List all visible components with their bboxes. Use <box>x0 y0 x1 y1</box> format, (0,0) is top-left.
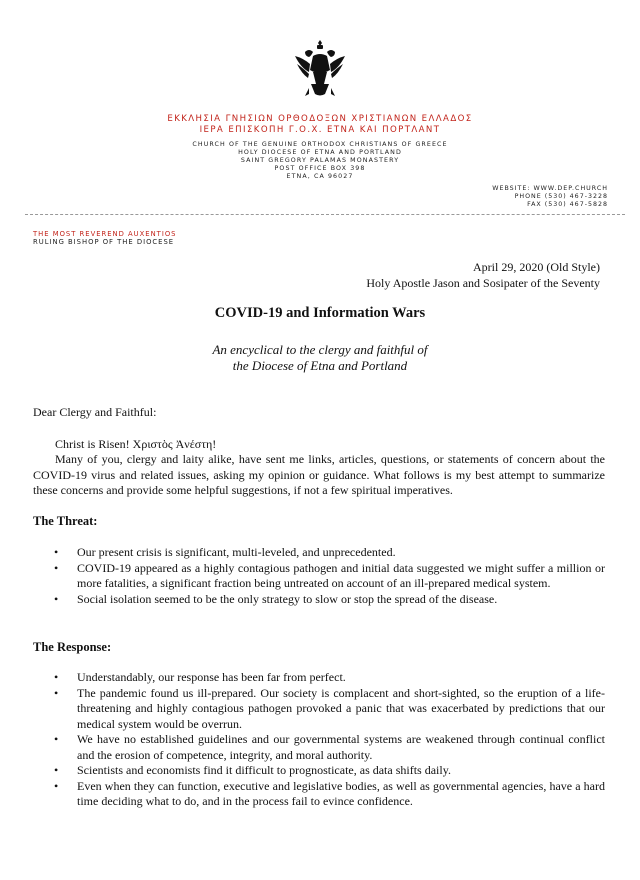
bullet-icon: • <box>54 545 59 559</box>
list-item: • The pandemic found us ill-prepared. Our society is complacent and short-sighted, so the eruption of a life-threatening and highly contagious pathogen provoked a panic that was exacerbated by predictions that our medical system would be overrun. <box>54 685 605 731</box>
paschal-greeting: Christ is Risen! Χριστὸς Ἀνέστη! <box>55 437 217 451</box>
letterhead-website: WEBSITE: WWW.DEP.CHURCH <box>492 185 608 192</box>
intro-paragraph: Many of you, clergy and laity alike, have sent me links, articles, questions, or statements of concern about the COVID-19 virus and related issues, asking my opinion or guidance. What follows is my best attempt to summarize these concerns and provide some helpful suggestions, if not a few spiritual imperatives. <box>33 452 605 497</box>
double-headed-eagle-crest-icon <box>293 38 347 100</box>
bullet-icon: • <box>54 732 59 746</box>
bullet-icon: • <box>54 685 59 700</box>
letterhead-address-line: CHURCH OF THE GENUINE ORTHODOX CHRISTIANS OF GREECE <box>192 141 448 148</box>
date-line: April 29, 2020 (Old Style) <box>473 260 600 274</box>
list-item: • COVID-19 appeared as a highly contagious pathogen and initial data suggested we might suffer a million or more fatalities, a significant fraction being untreated on account of an ill-prepared medical system. <box>54 560 605 590</box>
bishop-title: RULING BISHOP OF THE DIOCESE <box>33 238 175 246</box>
document-title: COVID-19 and Information Wars <box>214 305 426 321</box>
letterhead-phone: PHONE (530) 467-3228 <box>514 193 608 200</box>
list-item: • Our present crisis is significant, multi-leveled, and unprecedented. <box>54 545 396 559</box>
response-list <box>33 670 605 810</box>
response-heading: The Response: <box>33 640 112 654</box>
letterhead-greek-name: ΕΚΚΛΗΣΙΑ ΓΝΗΣΙΩΝ ΟΡΘΟΔΟΞΩΝ ΧΡΙΣΤΙΑΝΩΝ ΕΛΛΑΔΟΣ <box>167 114 473 124</box>
threat-heading: The Threat: <box>33 514 98 528</box>
letterhead-greek-diocese: ΙΕΡΑ ΕΠΙΣΚΟΠΗ Γ.Ο.Χ. ΕΤΝΑ ΚΑΙ ΠΟΡΤΛΑΝΤ <box>199 125 441 135</box>
list-item: • We have no established guidelines and our governmental systems are weakened through continual conflict and the erosion of competence, integrity, and moral authority. <box>54 732 605 762</box>
letterhead-address-line: SAINT GREGORY PALAMAS MONASTERY <box>240 157 400 164</box>
letterhead-address-line: POST OFFICE BOX 398 <box>274 165 366 172</box>
salutation: Dear Clergy and Faithful: <box>33 405 157 419</box>
bullet-icon: • <box>54 591 59 606</box>
letterhead-divider <box>25 214 625 215</box>
list-item: • Even when they can function, executive and legislative bodies, as well as governmental agencies, have a hard time deciding what to do, and in the process fail to evince confidence. <box>54 778 605 808</box>
threat-list <box>33 545 605 607</box>
list-item: • Scientists and economists find it difficult to prognosticate, as data shifts daily. <box>54 763 451 777</box>
letterhead-address-line: ETNA, CA 96027 <box>286 173 354 180</box>
list-item: • Social isolation seemed to be the only strategy to slow or stop the spread of the disease. <box>54 591 498 606</box>
letterhead-fax: FAX (530) 467-5828 <box>527 201 608 208</box>
bishop-name: THE MOST REVEREND AUXENTIOS <box>33 230 177 238</box>
letterhead-address-line: HOLY DIOCESE OF ETNA AND PORTLAND <box>238 149 402 156</box>
subtitle-line: the Diocese of Etna and Portland <box>232 358 408 373</box>
feast-line: Holy Apostle Jason and Sosipater of the Seventy <box>366 276 600 290</box>
bullet-icon: • <box>54 560 59 575</box>
list-item: • Understandably, our response has been far from perfect. <box>54 670 346 684</box>
bullet-icon: • <box>54 763 59 777</box>
bullet-icon: • <box>54 670 59 684</box>
subtitle-line: An encyclical to the clergy and faithful of <box>212 342 428 357</box>
bullet-icon: • <box>54 778 59 793</box>
